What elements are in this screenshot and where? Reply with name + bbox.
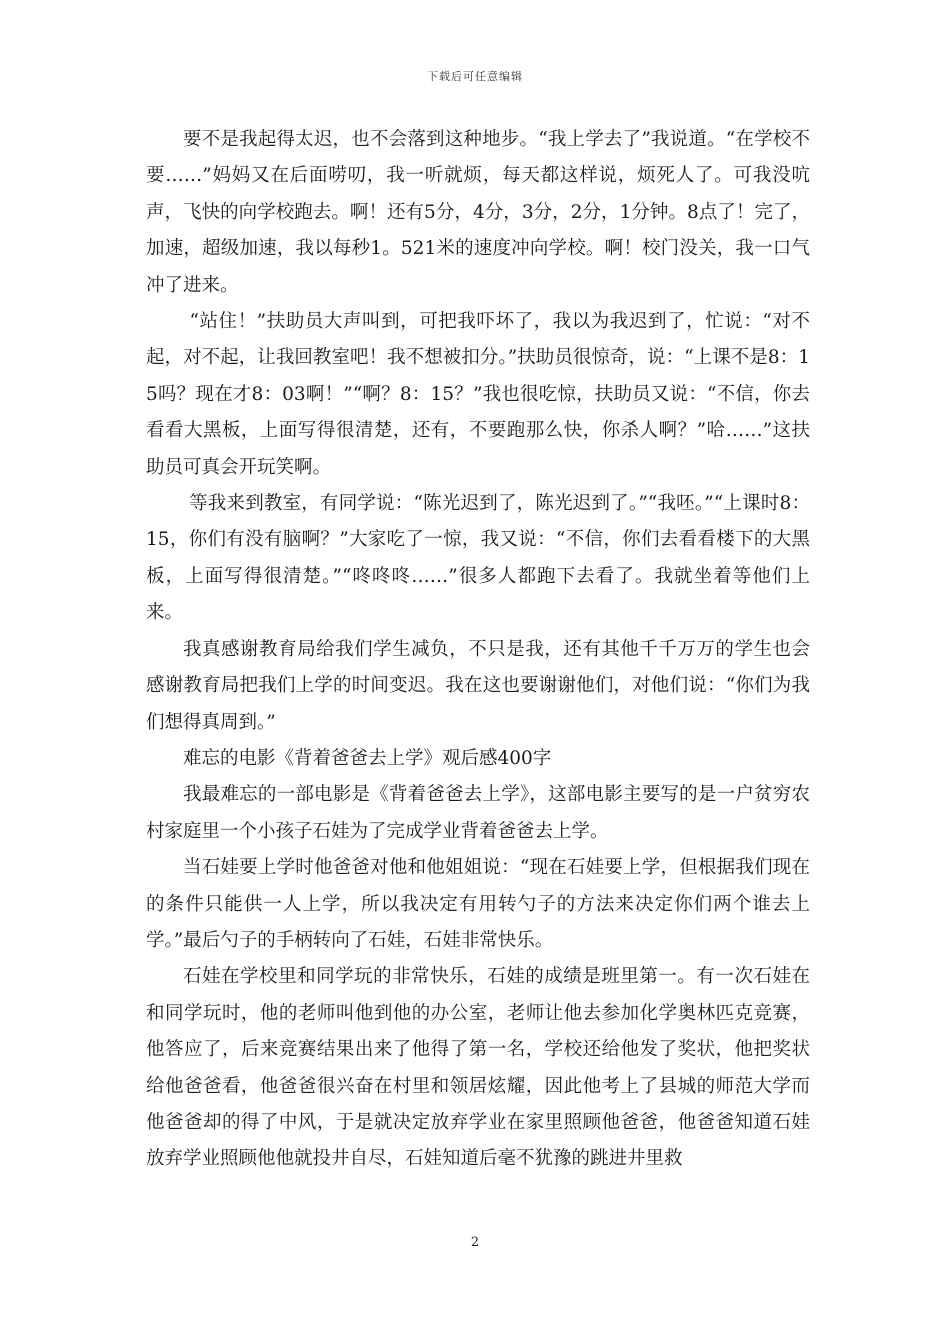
essay-title: 难忘的电影《背着爸爸去上学》观后感400字	[183, 747, 552, 769]
page-header: 下载后可任意编辑	[427, 70, 523, 83]
paragraph-school-life: 石娃在学校里和同学玩的非常快乐，石娃的成绩是班里第一。有一次石娃在和同学玩时，他的老师叫他到他的办公室，老师让他去参加化学奥林匹克竞赛，他答应了，后来竞赛结果出来了他得了第一名，学校还给他发了奖状，他把奖状给他爸爸看，他爸爸很兴奋在村里和领居炫耀，因此他考上了县城的师范大学而他爸爸却的得了中风，于是就决定放弃学业在家里照顾他爸爸，他爸爸知道石娃放弃学业照顾他他就投井自尽，石娃知道后毫不犹豫的跳进井里救	[146, 966, 810, 1170]
paragraph-thanks: 我真感谢教育局给我们学生减负，不只是我，还有其他千千万万的学生也会感谢教育局把我们上学的时间变迟。我在这也要谢谢他们，对他们说：“你们为我们想得真周到。”	[146, 638, 810, 733]
paragraph-helper-dialogue: “站住！”扶助员大声叫到，可把我吓坏了，我以为我迟到了，忙说：“对不起，对不起，让我回教室吧！我不想被扣分。”扶助员很惊奇，说：“上课不是8：15吗？现在才8：03啊！”“啊？8：15？”我也很吃惊，扶助员又说：“不信，你去看看大黑板，上面写得很清楚，还有，不要跑那么快，你杀人啊？”哈……”这扶助员可真会开玩笑啊。	[146, 311, 810, 478]
paragraph-classroom: 等我来到教室，有同学说：“陈光迟到了，陈光迟到了。”“我呸。”“上课时8：15，你们有没有脑啊？”大家吃了一惊，我又说：“不信，你们去看看楼下的大黑板，上面写得很清楚。”“咚咚咚……”很多人都跑下去看了。我就坐着等他们上来。	[146, 493, 811, 624]
paragraph-spoon-decision: 当石娃要上学时他爸爸对他和他姐姐说：“现在石娃要上学，但根据我们现在的条件只能供一人上学，所以我决定有用转勺子的方法来决定你们两个谁去上学。”最后勺子的手柄转向了石娃，石娃非常快乐。	[146, 857, 810, 951]
paragraph-late-morning: 要不是我起得太迟，也不会落到这种地步。“我上学去了”我说道。“在学校不要……”妈妈又在后面唠叨，我一听就烦，每天都这样说，烦死人了。可我没吭声，飞快的向学校跑去。啊！还有5分，4分，3分，2分，1分钟。8点了！完了，加速，超级加速，我以每秒1。521米的速度冲向学校。啊！校门没关，我一口气冲了进来。	[146, 129, 810, 296]
document-body	[146, 122, 810, 1178]
page-number: 2	[470, 1235, 480, 1250]
paragraph-movie-intro: 我最难忘的一部电影是《背着爸爸去上学》，这部电影主要写的是一户贫穷农村家庭里一个小孩子石娃为了完成学业背着爸爸去上学。	[146, 784, 810, 842]
